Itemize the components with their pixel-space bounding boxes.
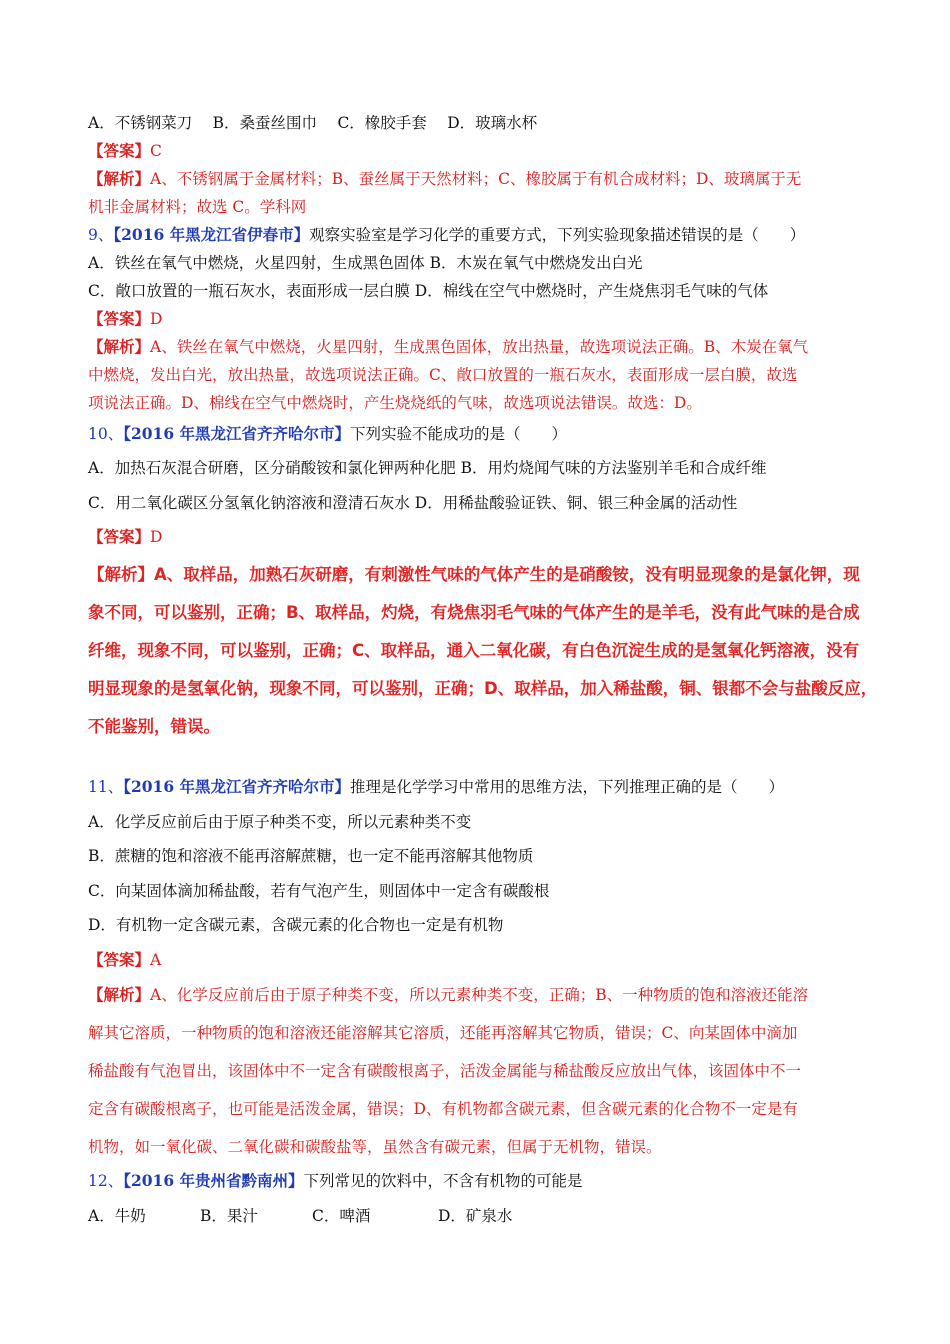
question-source: 【2016 年黑龙江省齐齐哈尔市】: [123, 777, 351, 796]
q12-option: D．矿泉水: [438, 1207, 513, 1225]
question-number: 12、: [88, 1172, 124, 1190]
q9-analysis-line: 中燃烧，发出白光，放出热量，故选项说法正确。C、敞口放置的一瓶石灰水，表面形成一层白膜，故选: [88, 366, 798, 384]
q11-analysis-line: 解其它溶质，一种物质的饱和溶液还能溶解其它溶质，还能再溶解其它物质，错误；C、向某固体中滴加: [88, 1024, 798, 1042]
q10-option: C．用二氧化碳区分氢氧化钠溶液和澄清石灰水 D．用稀盐酸验证铁、铜、银三种金属的活动性: [88, 494, 738, 512]
question-source: 【2016 年贵州省黔南州】: [123, 1171, 304, 1190]
q11-analysis-line: 定含有碳酸根离子，也可能是活泼金属，错误；D、有机物都含碳元素，但含碳元素的化合物不一定是有: [88, 1100, 798, 1118]
answer-tag: 【答案】: [88, 309, 151, 328]
answer-value: D: [150, 528, 163, 546]
q9-analysis-line: 项说法正确。D、棉线在空气中燃烧时，产生烧烧纸的气味，故选项说法错误。故选：D。: [88, 394, 702, 412]
q11-answer: [88, 950, 870, 970]
q8-options: A．不锈钢菜刀 B．桑蚕丝围巾 C．橡胶手套 D．玻璃水杯: [88, 114, 538, 132]
answer-value: D: [150, 310, 163, 328]
question-number: 11、: [88, 778, 124, 796]
q11-analysis-line: 【解析】A、化学反应前后由于原子种类不变，所以元素种类不变，正确；B、一种物质的饱和溶液还能溶: [88, 985, 809, 1004]
q12-option: B．果汁: [200, 1207, 258, 1225]
question-source: 【2016 年黑龙江省齐齐哈尔市】: [123, 424, 351, 443]
answer-value: A: [150, 951, 162, 969]
q11-option: D．有机物一定含碳元素，含碳元素的化合物也一定是有机物: [88, 916, 504, 934]
analysis-tag: 【解析】: [88, 169, 151, 188]
q11-option: B．蔗糖的饱和溶液不能再溶解蔗糖，也一定不能再溶解其他物质: [88, 847, 534, 865]
q10-option: A．加热石灰混合研磨，区分硝酸铵和氯化钾两种化肥 B．用灼烧闻气味的方法鉴别羊毛和合成纤维: [88, 459, 767, 477]
question-text: 下列常见的饮料中，不含有机物的可能是: [303, 1172, 583, 1190]
question-source: 【2016 年黑龙江省伊春市】: [113, 225, 310, 244]
answer-tag: 【答案】: [88, 950, 151, 969]
q8-analysis-line: 机非金属材料；故选 C。学科网: [88, 198, 307, 216]
q11-analysis-line: 机物，如一氧化碳、二氧化碳和碳酸盐等，虽然含有碳元素，但属于无机物，错误。: [88, 1138, 662, 1156]
analysis-tag: 【解析】: [88, 565, 154, 584]
q10-analysis-line: 象不同，可以鉴别，正确；B、取样品，灼烧，有烧焦羽毛气味的气体产生的是羊毛，没有此气味的是合成: [88, 603, 860, 622]
q8-answer: [88, 141, 870, 161]
answer-tag: 【答案】: [88, 141, 151, 160]
q9-option: C．敞口放置的一瓶石灰水，表面形成一层白膜 D．棉线在空气中燃烧时，产生烧焦羽毛气味的气体: [88, 282, 769, 300]
q12-option: A．牛奶: [88, 1207, 146, 1225]
answer-value: C: [150, 142, 162, 160]
q11-stem: [88, 777, 870, 797]
q11-analysis-line: 稀盐酸有气泡冒出，该固体中不一定含有碳酸根离子，活泼金属能与稀盐酸反应放出气体，该固体中不一: [88, 1062, 802, 1080]
q8-analysis-line: 【解析】A、不锈钢属于金属材料；B、蚕丝属于天然材料；C、橡胶属于有机合成材料；D、玻璃属于无: [88, 169, 802, 188]
q9-option: A．铁丝在氧气中燃烧，火星四射，生成黑色固体 B．木炭在氧气中燃烧发出白光: [88, 254, 643, 272]
q10-stem: [88, 424, 870, 444]
analysis-tag: 【解析】: [88, 337, 151, 356]
q12-option: C．啤酒: [312, 1207, 371, 1225]
question-text: 观察实验室是学习化学的重要方式，下列实验现象描述错误的是（ ）: [309, 226, 806, 244]
q12-stem: [88, 1171, 870, 1191]
answer-tag: 【答案】: [88, 527, 151, 546]
question-number: 10、: [88, 425, 124, 443]
q10-analysis-line: 【解析】A、取样品，加熟石灰研磨，有刺激性气味的气体产生的是硝酸铵，没有明显现象的是氯化钾，现: [88, 565, 860, 584]
q10-answer: [88, 527, 870, 547]
q9-analysis-line: 【解析】A、铁丝在氧气中燃烧，火星四射，生成黑色固体，放出热量，故选项说法正确。B、木炭在氧气: [88, 337, 809, 356]
q11-option: A．化学反应前后由于原子种类不变，所以元素种类不变: [88, 813, 472, 831]
q9-answer: [88, 309, 870, 329]
q10-analysis-line: 明显现象的是氢氧化钠，现象不同，可以鉴别，正确；D、取样品，加入稀盐酸，铜、银都不会与盐酸反应，: [88, 679, 878, 698]
q10-analysis-line: 不能鉴别，错误。: [88, 717, 220, 736]
q10-analysis-line: 纤维，现象不同，可以鉴别，正确；C、取样品，通入二氧化碳，有白色沉淀生成的是氢氧化钙溶液，没有: [88, 641, 860, 660]
q9-stem: [88, 225, 870, 245]
question-number: 9、: [88, 226, 114, 244]
analysis-tag: 【解析】: [88, 985, 151, 1004]
question-text: 推理是化学学习中常用的思维方法，下列推理正确的是（ ）: [350, 778, 785, 796]
q11-option: C．向某固体滴加稀盐酸，若有气泡产生，则固体中一定含有碳酸根: [88, 882, 550, 900]
question-text: 下列实验不能成功的是（ ）: [350, 425, 568, 443]
q12-options: [88, 1206, 870, 1226]
